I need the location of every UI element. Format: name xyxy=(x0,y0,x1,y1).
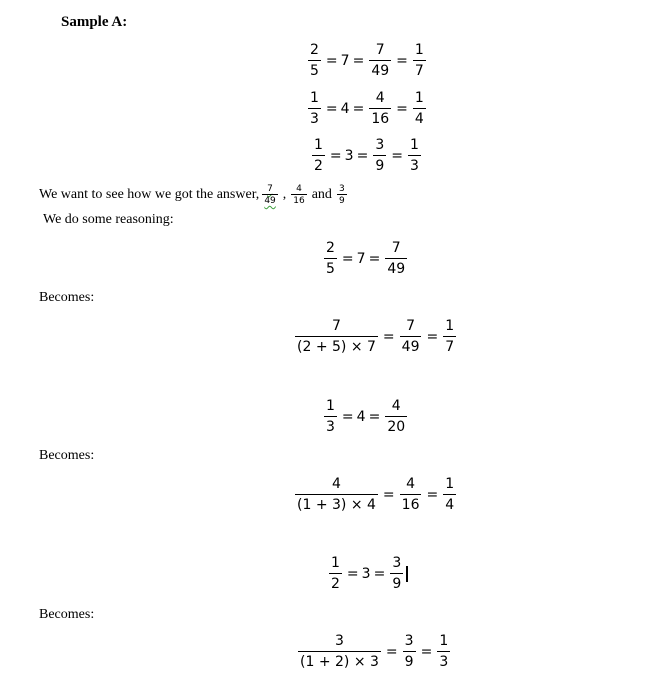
fraction xyxy=(295,318,378,355)
numerator: 1 xyxy=(414,42,424,58)
equals-sign: = xyxy=(352,52,365,69)
denominator: 5 xyxy=(308,60,321,79)
equation-1 xyxy=(306,42,428,79)
denominator: 16 xyxy=(369,108,391,127)
numerator: 1 xyxy=(314,137,323,153)
denominator: 2 xyxy=(329,573,342,592)
equals-sign: = xyxy=(346,565,359,582)
numerator: 3 xyxy=(375,137,385,153)
fraction xyxy=(400,476,422,513)
middle-value: 3 xyxy=(344,147,354,164)
middle-value: 4 xyxy=(356,408,366,425)
denominator: 3 xyxy=(408,155,421,174)
equals-sign: = xyxy=(382,486,395,503)
sample-heading: Sample A: xyxy=(61,14,128,30)
denominator: 2 xyxy=(312,155,325,174)
equals-sign: = xyxy=(373,565,386,582)
inline-fraction-group xyxy=(261,184,278,206)
fraction xyxy=(291,184,306,206)
numerator: 1 xyxy=(310,90,319,106)
reasoning-text: We do some reasoning: xyxy=(43,212,174,227)
numerator: 7 xyxy=(332,318,341,334)
equals-sign: = xyxy=(368,408,381,425)
numerator: 4 xyxy=(391,398,401,414)
comma: , xyxy=(282,187,287,202)
numerator: 3 xyxy=(338,184,345,194)
fraction xyxy=(295,476,378,513)
reasoning-equation-3 xyxy=(327,555,408,592)
equation-3 xyxy=(310,137,423,174)
numerator: 2 xyxy=(326,240,335,256)
denominator: (1 + 3) × 4 xyxy=(295,494,378,513)
fraction xyxy=(324,240,337,277)
numerator: 7 xyxy=(375,42,385,58)
numerator: 7 xyxy=(406,318,416,334)
denominator: 16 xyxy=(293,196,305,206)
numerator: 7 xyxy=(391,240,401,256)
numerator: 3 xyxy=(392,555,402,571)
fraction xyxy=(308,90,321,127)
numerator: 4 xyxy=(406,476,416,492)
becomes-label-2: Becomes: xyxy=(39,448,95,463)
fraction xyxy=(385,398,407,435)
numerator: 4 xyxy=(375,90,385,106)
denominator: (1 + 2) × 3 xyxy=(298,651,381,670)
middle-value: 4 xyxy=(340,100,350,117)
equals-sign: = xyxy=(329,147,342,164)
equals-sign: = xyxy=(356,147,369,164)
equals-sign: = xyxy=(420,643,433,660)
becomes-equation-1 xyxy=(293,318,458,355)
text-cursor xyxy=(406,566,408,582)
numerator: 1 xyxy=(326,398,335,414)
becomes-equation-3 xyxy=(296,633,452,670)
numerator: 1 xyxy=(414,90,424,106)
sentence-text: We want to see how we got the answer, xyxy=(39,187,260,202)
fraction xyxy=(337,184,347,206)
denominator: 9 xyxy=(403,651,416,670)
numerator: 1 xyxy=(331,555,340,571)
denominator: 3 xyxy=(324,416,337,435)
fraction xyxy=(385,240,407,277)
fraction xyxy=(373,137,386,174)
reasoning-equation-1 xyxy=(322,240,409,277)
fraction xyxy=(298,633,381,670)
denominator: 20 xyxy=(385,416,407,435)
denominator: (2 + 5) × 7 xyxy=(295,336,378,355)
inline-fraction-group xyxy=(290,184,307,206)
numerator: 4 xyxy=(332,476,341,492)
fraction xyxy=(329,555,342,592)
denominator: 4 xyxy=(443,494,456,513)
fraction xyxy=(369,90,391,127)
equals-sign: = xyxy=(385,643,398,660)
equals-sign: = xyxy=(396,100,408,117)
numerator: 1 xyxy=(409,137,419,153)
equals-sign: = xyxy=(391,147,403,164)
numerator: 3 xyxy=(404,633,414,649)
equals-sign: = xyxy=(426,328,439,345)
fraction xyxy=(443,476,456,513)
equals-sign: = xyxy=(396,52,408,69)
numerator: 1 xyxy=(439,633,449,649)
middle-value: 3 xyxy=(361,565,371,582)
becomes-label-3: Becomes: xyxy=(39,607,95,622)
numerator: 3 xyxy=(335,633,344,649)
middle-value: 7 xyxy=(340,52,350,69)
numerator: 2 xyxy=(310,42,319,58)
fraction[interactable] xyxy=(390,555,403,592)
fraction xyxy=(413,90,426,127)
fraction xyxy=(312,137,325,174)
equals-sign: = xyxy=(382,328,395,345)
equals-sign: = xyxy=(426,486,439,503)
fraction xyxy=(408,137,421,174)
denominator: 7 xyxy=(443,336,456,355)
fraction xyxy=(400,318,422,355)
fraction xyxy=(443,318,456,355)
denominator: 4 xyxy=(413,108,426,127)
denominator: 9 xyxy=(338,196,345,206)
fraction xyxy=(308,42,321,79)
reasoning-equation-2 xyxy=(322,398,409,435)
inline-fraction-group xyxy=(336,184,348,206)
denominator: 7 xyxy=(413,60,426,79)
fraction xyxy=(262,184,277,206)
denominator: 49 xyxy=(385,258,407,277)
fraction xyxy=(403,633,416,670)
denominator: 49 xyxy=(369,60,391,79)
middle-value: 7 xyxy=(356,250,366,267)
becomes-equation-2 xyxy=(293,476,458,513)
equals-sign: = xyxy=(325,100,338,117)
equals-sign: = xyxy=(341,408,354,425)
denominator: 49 xyxy=(264,196,276,206)
denominator: 16 xyxy=(400,494,422,513)
equation-2 xyxy=(306,90,428,127)
becomes-label-1: Becomes: xyxy=(39,290,95,305)
denominator: 3 xyxy=(308,108,321,127)
fraction xyxy=(437,633,450,670)
numerator: 4 xyxy=(296,184,302,194)
equals-sign: = xyxy=(368,250,381,267)
equals-sign: = xyxy=(341,250,354,267)
denominator: 3 xyxy=(437,651,450,670)
equals-sign: = xyxy=(325,52,338,69)
answer-sentence xyxy=(39,184,348,206)
denominator: 5 xyxy=(324,258,337,277)
and-word: and xyxy=(311,187,332,202)
numerator: 7 xyxy=(267,184,273,194)
denominator: 49 xyxy=(400,336,422,355)
numerator: 1 xyxy=(445,318,455,334)
fraction xyxy=(369,42,391,79)
fraction xyxy=(324,398,337,435)
numerator: 1 xyxy=(445,476,455,492)
fraction xyxy=(413,42,426,79)
denominator: 9 xyxy=(390,573,403,592)
equals-sign: = xyxy=(352,100,365,117)
denominator: 9 xyxy=(373,155,386,174)
